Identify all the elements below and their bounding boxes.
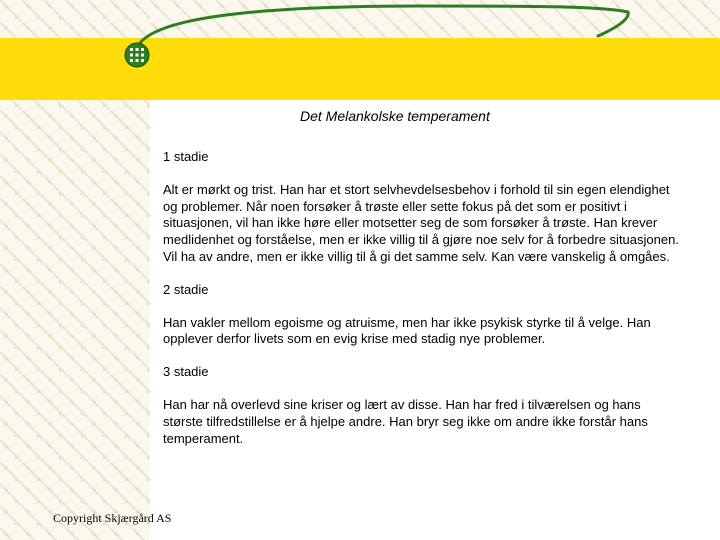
stage-3-text: Han har nå overlevd sine kriser og lært av disse. Han har fred i tilværelsen og hans største tilfredstillelse er å hjelpe andre. Han bryr seg ikke om andre ikke forstår hans temperament. xyxy=(163,396,648,446)
stage-1-text: Alt er mørkt og trist. Han har et stort selvhevdelsesbehov i forhold til sin egen elendighet og problemer. Når noen forsøker å trøste eller sette fokus på det som er positivt i situasjonen, vil han ikke høre eller motsetter seg de som forsøker å trøste. Han krever medlidenhet og forståelse, men er ikke villig til å gjøre noe selv for å forbedre situasjonen. Vil ha av andre, men er ikke villig til å gi det samme selv. Kan være vanskelig å omgåes. xyxy=(163,181,679,264)
content-body xyxy=(163,149,683,463)
stage-1-heading: 1 stadie xyxy=(163,149,209,164)
stage-2-heading: 2 stadie xyxy=(163,281,209,297)
page-title: Det Melankolske temperament xyxy=(300,108,490,124)
green-grid-ball-icon xyxy=(124,42,150,68)
green-swoosh-decoration xyxy=(0,0,720,100)
copyright-footer: Copyright Skjærgård AS xyxy=(53,511,172,525)
stage-2-text: Han vakler mellom egoisme og atruisme, men har ikke psykisk styrke til å velge. Han opplever derfor livets som en evig krise med stadig nye problemer. xyxy=(163,314,651,347)
stage-3-heading: 3 stadie xyxy=(163,364,209,380)
